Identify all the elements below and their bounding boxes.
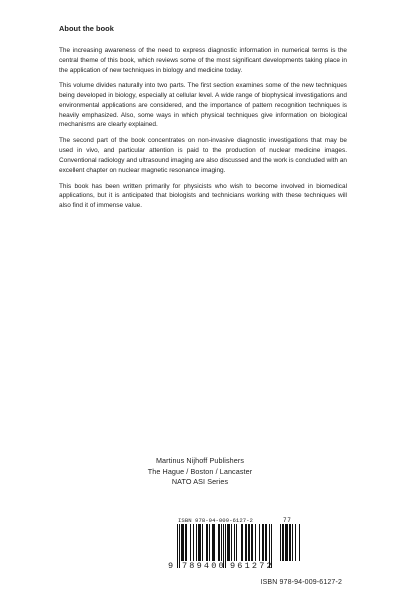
barcode-bar — [207, 524, 208, 561]
barcode-bar — [221, 524, 222, 561]
barcode-bar — [246, 524, 247, 561]
publisher-name: Martinus Nijhoff Publishers — [155, 456, 245, 465]
barcode-bar — [206, 524, 207, 561]
barcode-bar — [190, 524, 191, 561]
paragraph-part-two: The second part of the book concentrates on non-invasive diagnostic investigations that may be used in vivo, and particular attention is paid to the production of nuclear medicine images. Conventional radiology and ultrasound imaging are also discussed and the work is concluded with an excellent chapter on nuclear magnetic resonance imaging. — [59, 137, 347, 174]
barcode-bar — [218, 524, 219, 561]
barcode-bar — [283, 524, 284, 561]
barcode-bar — [286, 524, 287, 561]
barcode-bar — [185, 524, 186, 561]
barcode-bar — [228, 524, 229, 561]
paragraph-part-one: This volume divides naturally into two parts. The first section examines some of the new techniques being developed in biology, especially at cellular level. A wide range of biophysical investigations and environmental applications are considered, and the importance of pattern recognition techniques is heavily emphasized. Also, some ways in which physical techniques give information on biological mechanisms are clearly explained. — [59, 82, 347, 129]
barcode-bar — [200, 524, 201, 561]
barcode-bar — [181, 524, 182, 561]
barcode-bar — [198, 524, 199, 561]
barcode-bar — [183, 524, 184, 561]
barcode-addon-digits: 77 — [283, 517, 292, 524]
barcode-bar — [263, 524, 264, 561]
barcode-bar — [299, 524, 300, 561]
barcode-bar — [202, 524, 203, 561]
barcode-bar — [266, 524, 267, 561]
barcode-bar — [177, 524, 178, 568]
barcode-bar — [287, 524, 288, 561]
series-name: NATO ASI Series — [171, 477, 229, 486]
barcode-bar — [234, 524, 235, 561]
barcode-bar — [179, 524, 180, 568]
barcode-bar — [193, 524, 194, 561]
paragraph-intro: The increasing awareness of the need to express diagnostic information in numerical terms is the central theme of this book, which reviews some of the most significant developments taking place in the application of new techniques in biology and medicine today. — [59, 47, 347, 74]
barcode-bar — [259, 524, 260, 561]
book-description — [59, 46, 347, 217]
barcode-bar — [282, 524, 283, 561]
barcode-bar — [186, 524, 187, 561]
barcode-bar — [248, 524, 249, 561]
publisher-block — [0, 456, 400, 488]
barcode-bar — [214, 524, 215, 561]
barcode-bar — [227, 524, 228, 561]
barcode-bar — [212, 524, 213, 561]
barcode-bar — [251, 524, 252, 561]
publisher-cities: The Hague / Boston / Lancaster — [147, 466, 253, 476]
section-heading: About the book — [59, 24, 114, 33]
barcode-bar — [265, 524, 266, 561]
barcode-bar — [295, 524, 296, 561]
barcode-first-digit: 9 — [168, 561, 174, 571]
barcode-bar — [213, 524, 214, 561]
barcode-bar — [219, 524, 220, 561]
barcode-bar — [242, 524, 243, 561]
barcode-bar — [289, 524, 290, 561]
isbn-footer: ISBN 978-94-009-6127-2 — [260, 579, 342, 586]
barcode-bar — [290, 524, 291, 561]
barcode-bar — [285, 524, 286, 561]
barcode-bar — [249, 524, 250, 561]
barcode-bar — [199, 524, 200, 561]
barcode-isbn-label: ISBN 978-94-009-6127-2 — [178, 517, 253, 524]
barcode-bar — [182, 524, 183, 561]
barcode-bar — [231, 524, 232, 561]
barcode-bar — [292, 524, 293, 561]
barcode-bar — [280, 524, 281, 561]
barcode-bar — [252, 524, 253, 561]
barcode-bar — [241, 524, 242, 561]
barcode-bar — [245, 524, 246, 561]
barcode-left-digits: 789400 — [182, 561, 226, 571]
barcode-bar — [209, 524, 210, 561]
barcode-right-digits: 961272 — [230, 561, 274, 571]
barcode-bar — [262, 524, 263, 561]
barcode-block — [168, 516, 300, 576]
paragraph-audience: This book has been written primarily for physicists who wish to become involved in biomedical applications, but it is anticipated that biologists and technicians working with these techniques will also find it of immense value. — [59, 182, 347, 210]
barcode-bar — [255, 524, 256, 561]
barcode-bar — [229, 524, 230, 561]
barcode-bar — [196, 524, 197, 561]
barcode-bar — [236, 524, 237, 561]
